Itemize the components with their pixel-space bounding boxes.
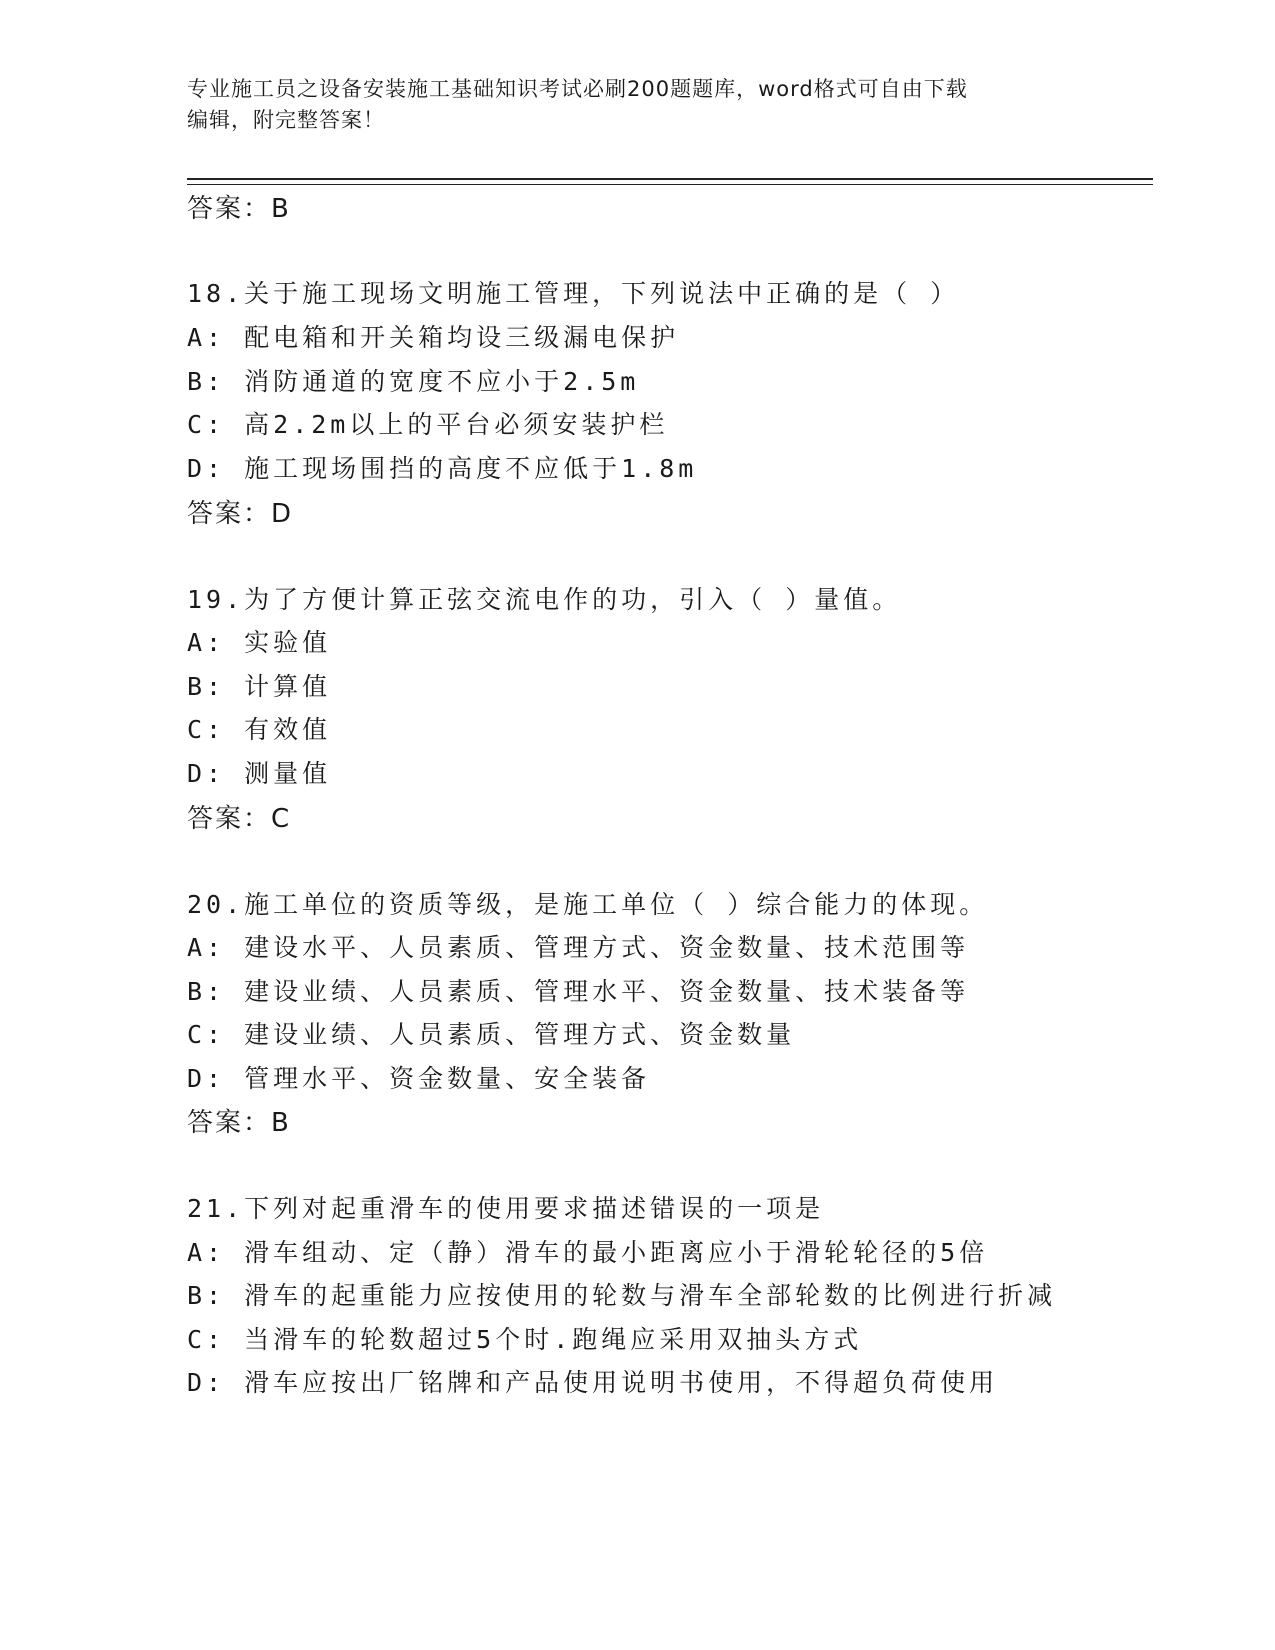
header-divider-thin	[187, 184, 1153, 185]
question-18-stem: 18.关于施工现场文明施工管理，下列说法中正确的是（ ）	[187, 279, 960, 308]
question-18-answer: 答案：D	[187, 499, 294, 529]
document-header	[187, 74, 1087, 136]
question-18-option-d: D: 施工现场围挡的高度不应低于1.8m	[187, 454, 698, 483]
question-21-option-a: A: 滑车组动、定（静）滑车的最小距离应小于滑轮轮径的5倍	[187, 1238, 989, 1267]
question-18-option-a: A: 配电箱和开关箱均设三级漏电保护	[187, 323, 680, 352]
question-18-option-c: C: 高2.2m以上的平台必须安装护栏	[187, 410, 669, 439]
question-19-option-a: A: 实验值	[187, 628, 332, 657]
question-21-option-d: D: 滑车应按出厂铭牌和产品使用说明书使用，不得超负荷使用	[187, 1368, 999, 1397]
question-20-answer: 答案：B	[187, 1108, 291, 1138]
question-19-option-d: D: 测量值	[187, 759, 332, 788]
question-21-option-c: C: 当滑车的轮数超过5个时.跑绳应采用双抽头方式	[187, 1325, 863, 1354]
question-19-answer: 答案：C	[187, 804, 292, 834]
question-20-stem: 20.施工单位的资质等级，是施工单位（ ）综合能力的体现。	[187, 890, 989, 919]
header-divider-thick	[187, 178, 1153, 180]
question-19-option-c: C: 有效值	[187, 715, 332, 744]
question-21-stem: 21.下列对起重滑车的使用要求描述错误的一项是	[187, 1194, 825, 1223]
question-18-option-b: B: 消防通道的宽度不应小于2.5m	[187, 367, 640, 396]
header-line-1: 专业施工员之设备安装施工基础知识考试必刷200题题库，word格式可自由下载	[187, 77, 968, 101]
header-line-2: 编辑，附完整答案！	[187, 108, 385, 132]
question-21-option-b: B: 滑车的起重能力应按使用的轮数与滑车全部轮数的比例进行折减	[187, 1281, 1057, 1310]
question-20-option-d: D: 管理水平、资金数量、安全装备	[187, 1064, 651, 1093]
question-20-option-b: B: 建设业绩、人员素质、管理水平、资金数量、技术装备等	[187, 977, 970, 1006]
question-19-option-b: B: 计算值	[187, 672, 332, 701]
answer-previous: 答案：B	[187, 194, 291, 224]
question-20-option-c: C: 建设业绩、人员素质、管理方式、资金数量	[187, 1020, 796, 1049]
question-20-option-a: A: 建设水平、人员素质、管理方式、资金数量、技术范围等	[187, 933, 970, 962]
question-19-stem: 19.为了方便计算正弦交流电作的功，引入（ ）量值。	[187, 585, 902, 614]
